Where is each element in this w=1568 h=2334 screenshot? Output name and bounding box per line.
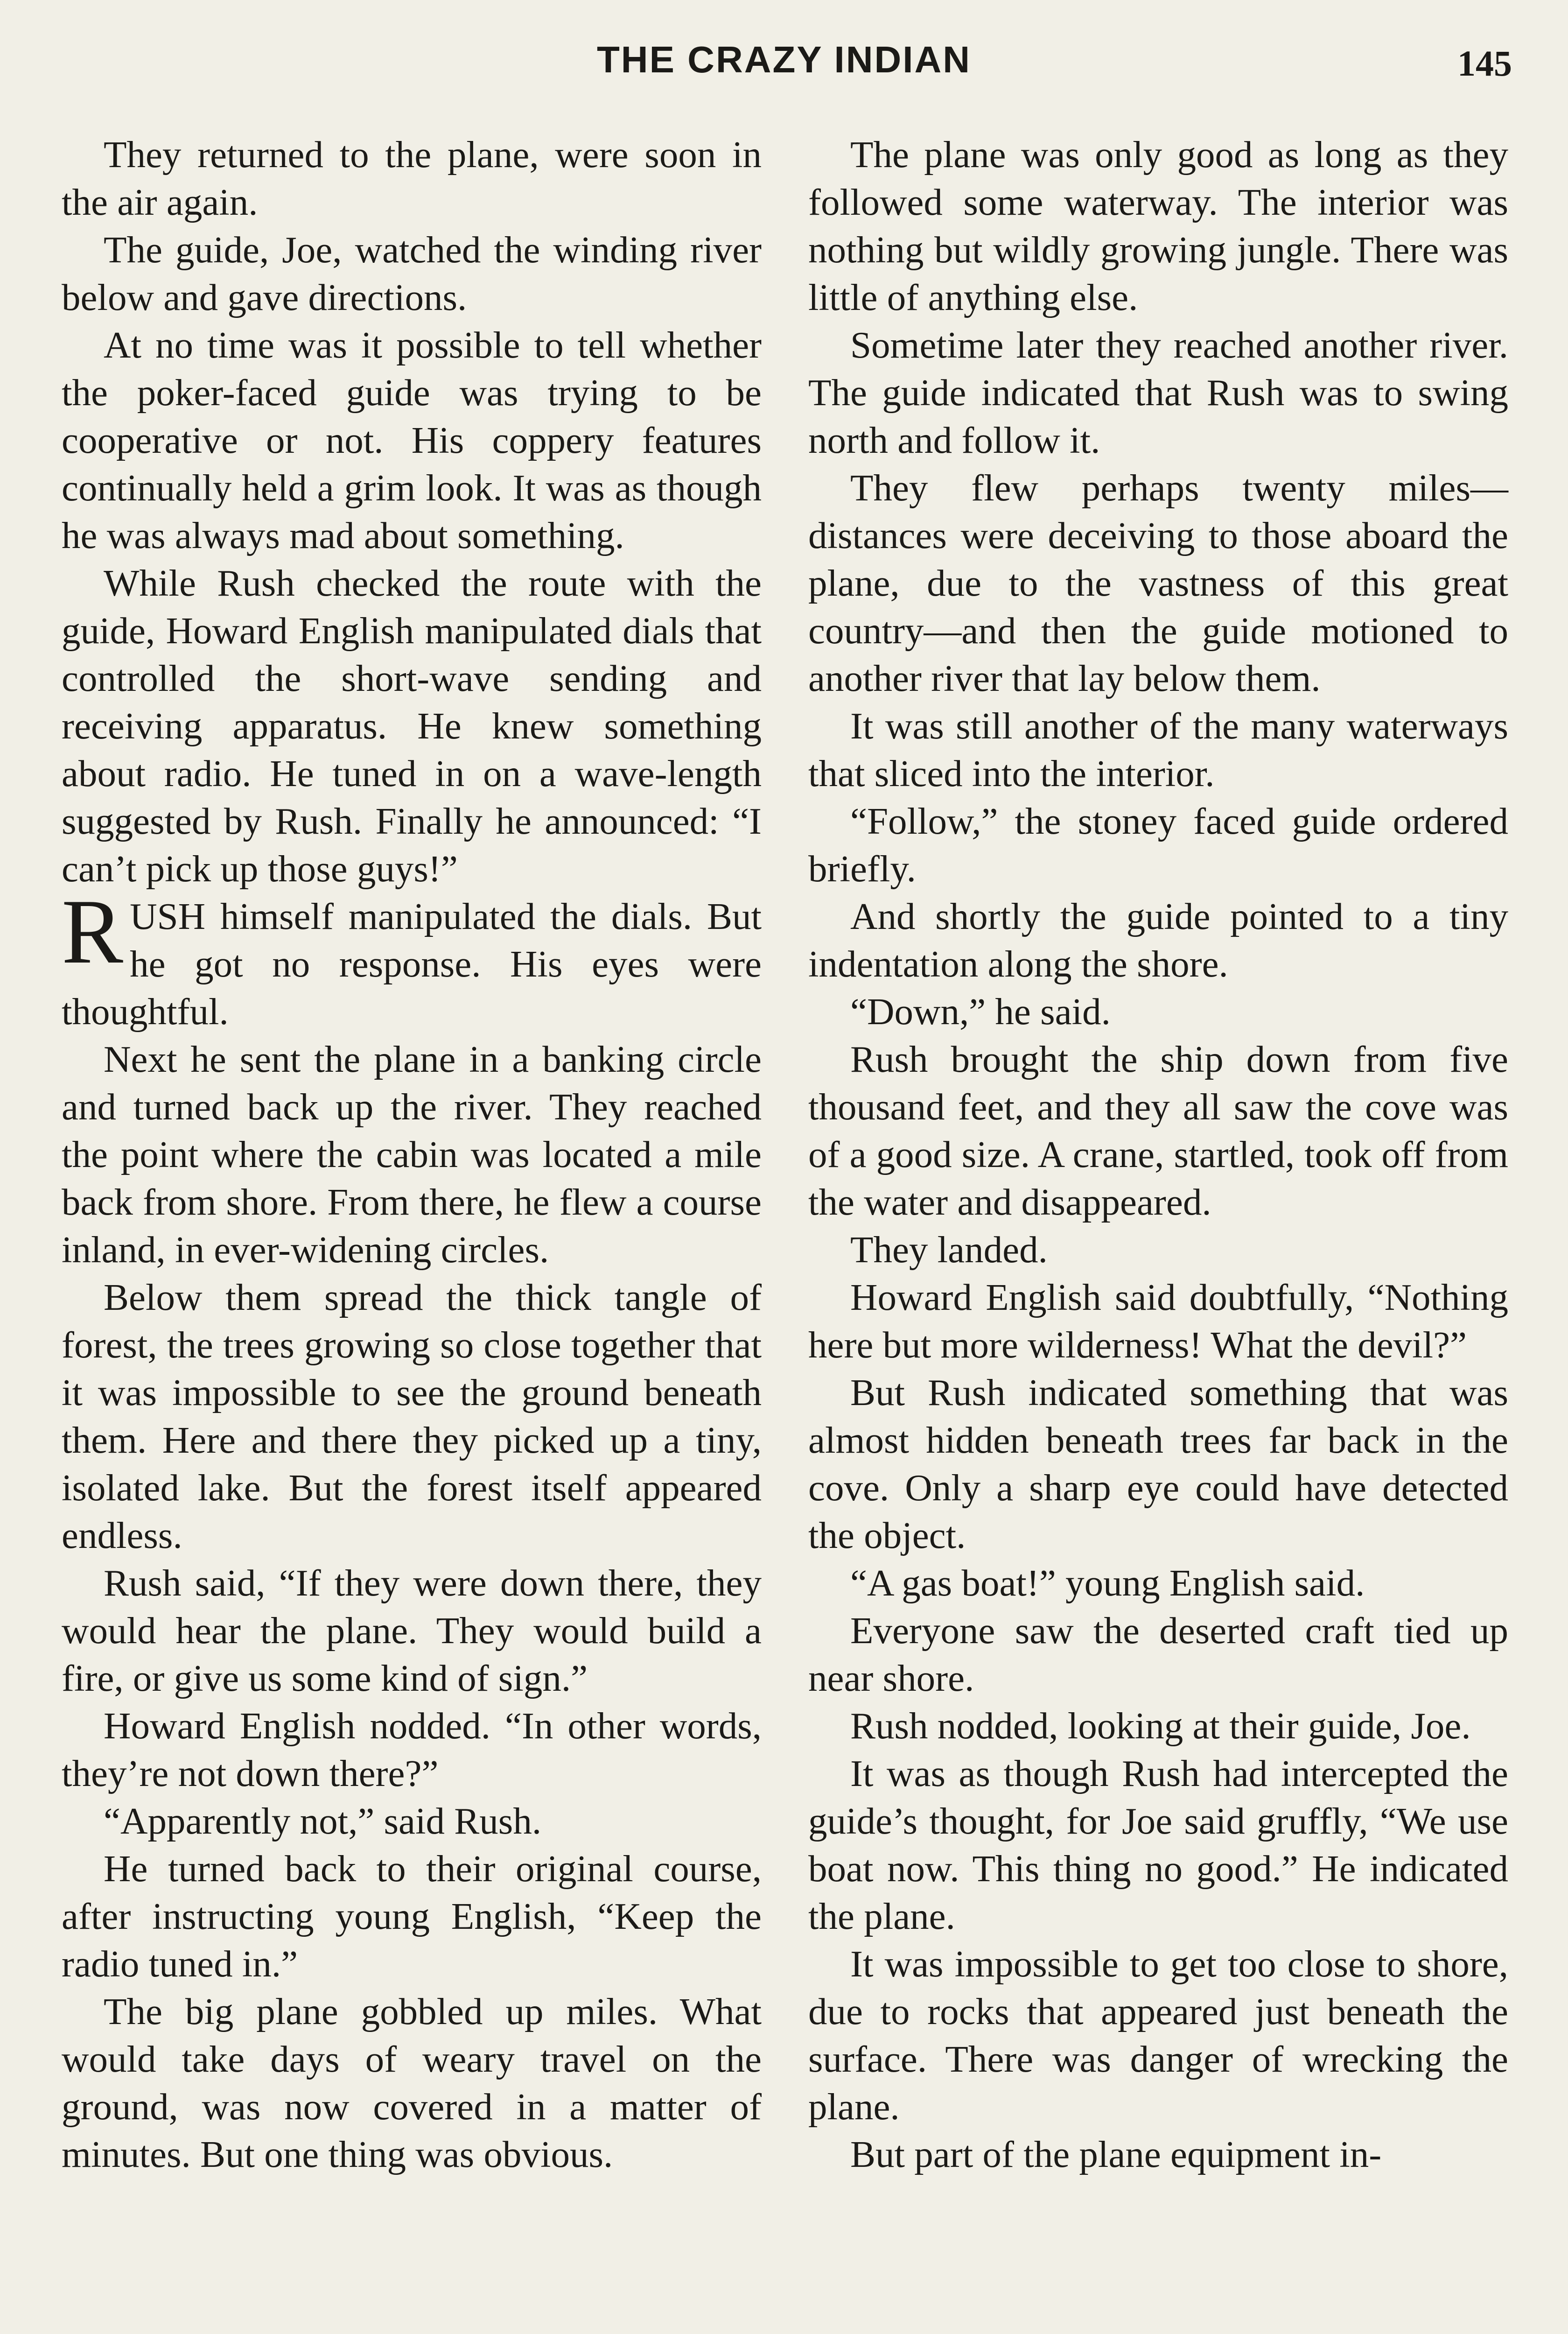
paragraph: It was still another of the many waterways that sliced into the interior. — [808, 705, 1508, 794]
paragraph: It was as though Rush had intercepted the guide’s thought, for Joe said gruffly, “We use boat now. This thing no good.” He indicated the plane. — [808, 1752, 1508, 1937]
paragraph: “Down,” he said. — [850, 991, 1111, 1033]
dropcap-paragraph-text: USH himself manipulated the dials. But he got no response. His eyes were thoughtful. — [62, 895, 762, 1033]
paragraph: “Follow,” the stoney faced guide ordered briefly. — [808, 800, 1508, 890]
drop-cap-letter: R — [62, 880, 124, 983]
paragraph: While Rush checked the route with the guide, Howard English manipulated dials that controlled the short-wave sending and receiving apparatus. He knew something about radio. He tuned in on a wave-length suggested by Rush. Finally he announced: “I can’t pick up those guys!” — [62, 562, 762, 890]
paragraph: Everyone saw the deserted craft tied up near shore. — [808, 1610, 1508, 1699]
right-text-column — [808, 131, 1508, 2178]
paragraph: “Apparently not,” said Rush. — [104, 1800, 542, 1842]
page-number: 145 — [1457, 43, 1512, 84]
paragraph: The big plane gobbled up miles. What would take days of weary travel on the ground, was now covered in a matter of minutes. But one thing was obvious. — [62, 1990, 762, 2175]
paragraph: They landed. — [850, 1229, 1048, 1271]
paragraph: Howard English said doubtfully, “Nothing here but more wilderness! What the devil?” — [808, 1276, 1508, 1366]
running-header-title: THE CRAZY INDIAN — [596, 39, 972, 80]
paragraph: The plane was only good as long as they followed some waterway. The interior was nothing but wildly growing jungle. There was little of anything else. — [808, 134, 1508, 318]
paragraph: Rush nodded, looking at their guide, Joe. — [850, 1705, 1471, 1747]
left-text-column — [62, 131, 762, 2178]
paragraph: Howard English nodded. “In other words, they’re not down there?” — [62, 1705, 762, 1794]
paragraph: It was impossible to get too close to shore, due to rocks that appeared just beneath the surface. There was danger of wrecking the plane. — [808, 1943, 1508, 2128]
paragraph: He turned back to their original course, after instructing young English, “Keep the radio tuned in.” — [62, 1848, 762, 1985]
paragraph: Sometime later they reached another river. The guide indicated that Rush was to swing north and follow it. — [808, 324, 1508, 461]
paragraph: Next he sent the plane in a banking circle and turned back up the river. They reached the point where the cabin was located a mile back from shore. From there, he flew a course inland, in ever-widening circles. — [62, 1038, 762, 1271]
paragraph: But part of the plane equipment in- — [850, 2133, 1382, 2175]
dropcap-paragraph — [62, 880, 762, 1035]
paragraph: Rush brought the ship down from five thousand feet, and they all saw the cove was of a good size. A crane, startled, took off from the water and disappeared. — [808, 1038, 1508, 1223]
paragraph: The guide, Joe, watched the winding river below and gave directions. — [62, 229, 762, 318]
paragraph: And shortly the guide pointed to a tiny indentation along the shore. — [808, 895, 1508, 985]
paragraph: Below them spread the thick tangle of forest, the trees growing so close together that it was impossible to see the ground beneath them. Here and there they picked up a tiny, isolated lake. But the forest itself appeared endless. — [62, 1276, 762, 1556]
paragraph: They returned to the plane, were soon in the air again. — [62, 134, 762, 223]
paragraph: Rush said, “If they were down there, they would hear the plane. They would build a fire, or give us some kind of sign.” — [62, 1562, 762, 1699]
paragraph: They flew perhaps twenty miles—distances were deceiving to those aboard the plane, due to the vastness of this great country—and then the guide motioned to another river that lay below them. — [808, 467, 1508, 699]
paragraph: But Rush indicated something that was almost hidden beneath trees far back in the cove. Only a sharp eye could have detected the object. — [808, 1371, 1508, 1556]
paragraph: “A gas boat!” young English said. — [850, 1562, 1365, 1604]
paragraph: At no time was it possible to tell whether the poker-faced guide was trying to be cooperative or not. His coppery features continually held a grim look. It was as though he was always mad about something. — [62, 324, 762, 556]
